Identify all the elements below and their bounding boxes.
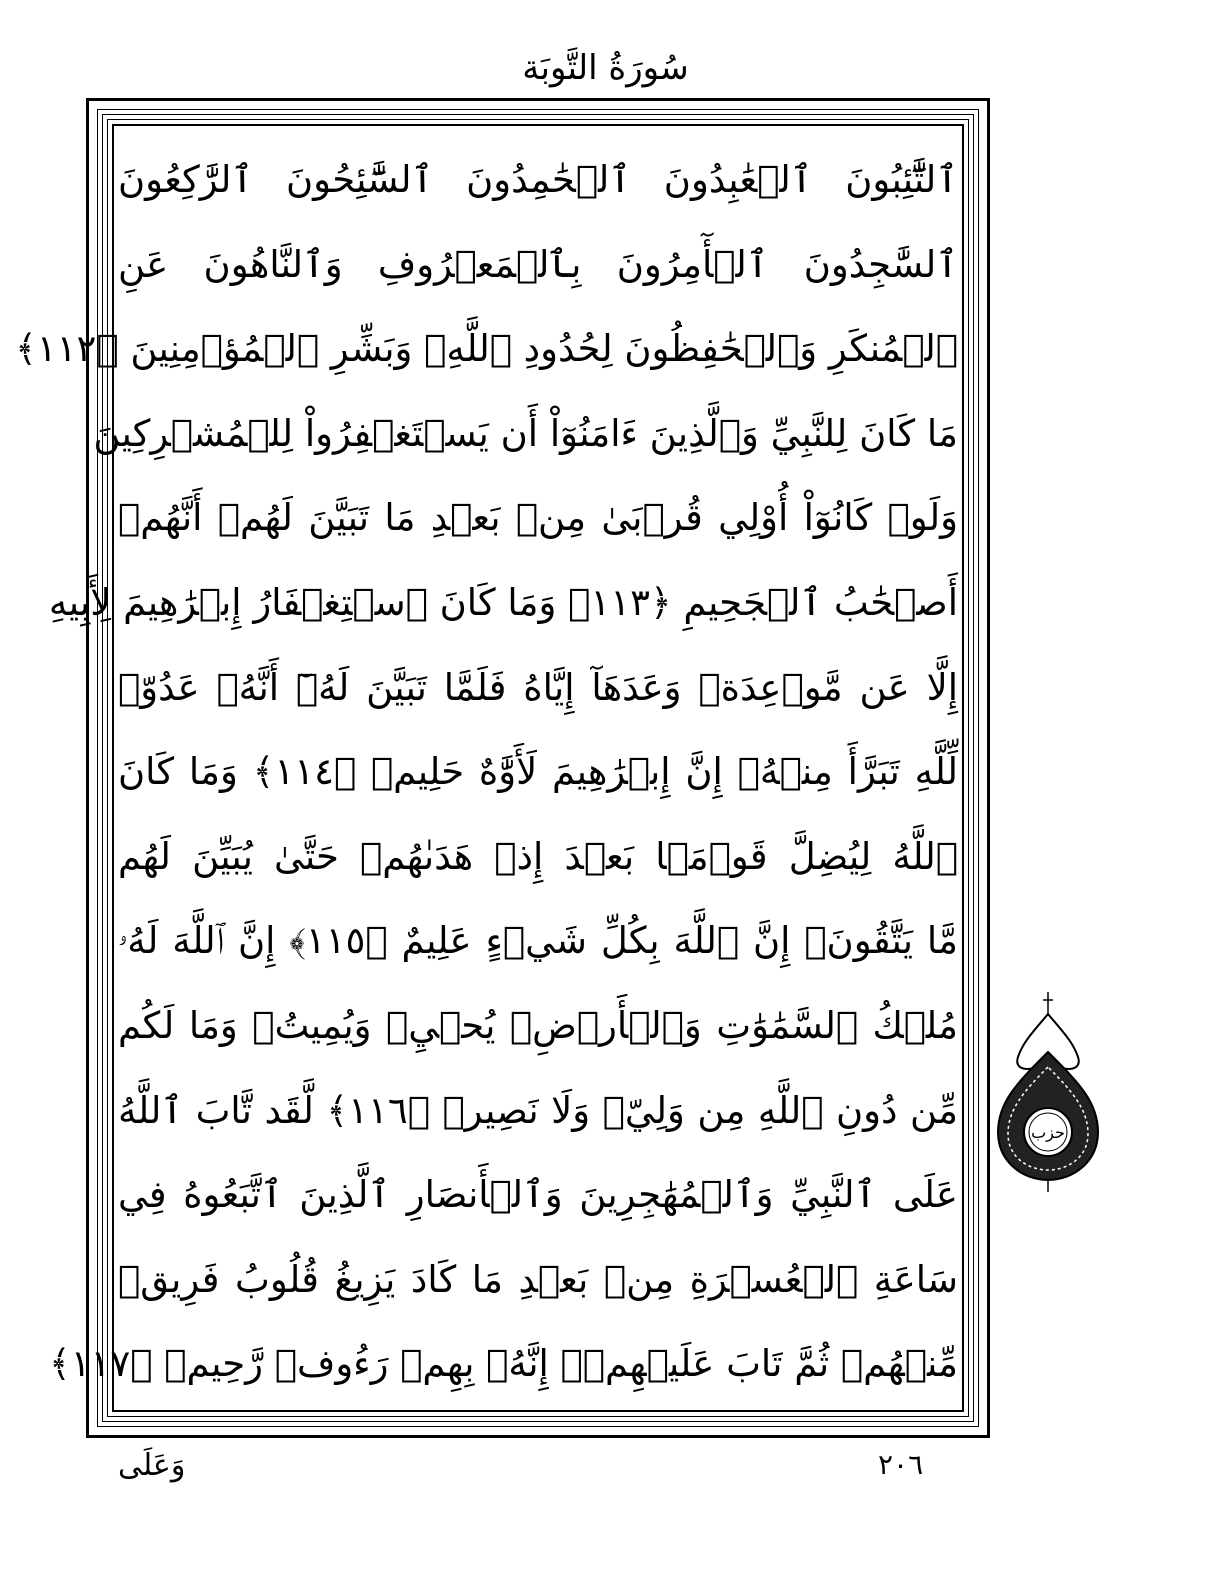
text-line: مَا كَانَ لِلنَّبِيِّ وَٱلَّذِينَ ءَامَنُوٓاْ أَن يَسۡتَغۡفِرُواْ لِلۡمُشۡرِكِينَ	[93, 411, 958, 455]
text-line: سَاعَةِ ٱلۡعُسۡرَةِ مِنۢ بَعۡدِ مَا كَادَ يَزِيغُ قُلُوبُ فَرِيقٖ	[118, 1257, 958, 1301]
text-line: مِّنۡهُمۡ ثُمَّ تَابَ عَلَيۡهِمۡۚ إِنَّهُۥ بِهِمۡ رَءُوفٞ رَّحِيمٞ ﴿١١٧﴾	[48, 1342, 958, 1386]
text-line: عَلَى ٱلنَّبِيِّ وَٱلۡمُهَٰجِرِينَ وَٱلۡأَنصَارِ ٱلَّذِينَ ٱتَّبَعُوهُ فِي	[118, 1173, 958, 1217]
text-line: مُلۡكُ ٱلسَّمَٰوَٰتِ وَٱلۡأَرۡضِۖ يُحۡيِۦ وَيُمِيتُۚ وَمَا لَكُم	[118, 1003, 958, 1047]
hizb-marker-icon	[993, 992, 1103, 1192]
text-line: ٱلتَّٰٓئِبُونَ ٱلۡعَٰبِدُونَ ٱلۡحَٰمِدُونَ ٱلسَّٰٓئِحُونَ ٱلرَّٰكِعُونَ	[118, 158, 958, 201]
text-line: ٱلسَّٰجِدُونَ ٱلۡأٓمِرُونَ بِٱلۡمَعۡرُوفِ وَٱلنَّاهُونَ عَنِ	[118, 242, 958, 286]
catchword: وَعَلَى	[118, 1448, 186, 1483]
text-line: ٱلۡمُنكَرِ وَٱلۡحَٰفِظُونَ لِحُدُودِ ٱللَّهِۗ وَبَشِّرِ ٱلۡمُؤۡمِنِينَ ﴿١١٢﴾	[15, 327, 958, 371]
quran-text-area	[15, 138, 958, 1408]
text-line: ٱللَّهُ لِيُضِلَّ قَوۡمَۢا بَعۡدَ إِذۡ هَدَىٰهُمۡ حَتَّىٰ يُبَيِّنَ لَهُم	[118, 834, 958, 878]
text-line: إِلَّا عَن مَّوۡعِدَةٖ وَعَدَهَآ إِيَّاهُ فَلَمَّا تَبَيَّنَ لَهُۥٓ أَنَّهُۥ عَدُوّٞ	[118, 665, 958, 709]
hizb-marker-label: حزب	[1031, 1123, 1065, 1142]
text-line: أَصۡحَٰبُ ٱلۡجَحِيمِ ﴿١١٣﴾ وَمَا كَانَ ٱسۡتِغۡفَارُ إِبۡرَٰهِيمَ لِأَبِيهِ	[48, 580, 958, 624]
text-line: مِّن دُونِ ٱللَّهِ مِن وَلِيّٖ وَلَا نَصِيرٖ ﴿١١٦﴾ لَّقَد تَّابَ ٱللَّهُ	[118, 1088, 958, 1132]
page-number: ٢٠٦	[878, 1448, 924, 1481]
text-line: لِّلَّهِ تَبَرَّأَ مِنۡهُۚ إِنَّ إِبۡرَٰهِيمَ لَأَوَّٰهٌ حَلِيمٞ ﴿١١٤﴾ وَمَا كَانَ	[118, 750, 958, 794]
text-line: وَلَوۡ كَانُوٓاْ أُوْلِي قُرۡبَىٰ مِنۢ بَعۡدِ مَا تَبَيَّنَ لَهُمۡ أَنَّهُمۡ	[118, 496, 958, 540]
surah-header: سُورَةُ التَّوبَة	[522, 48, 689, 88]
text-line: مَّا يَتَّقُونَۚ إِنَّ ٱللَّهَ بِكُلِّ شَيۡءٍ عَلِيمٌ ﴿١١٥﴾ إِنَّ ٱللَّهَ لَهُۥ	[118, 919, 958, 963]
